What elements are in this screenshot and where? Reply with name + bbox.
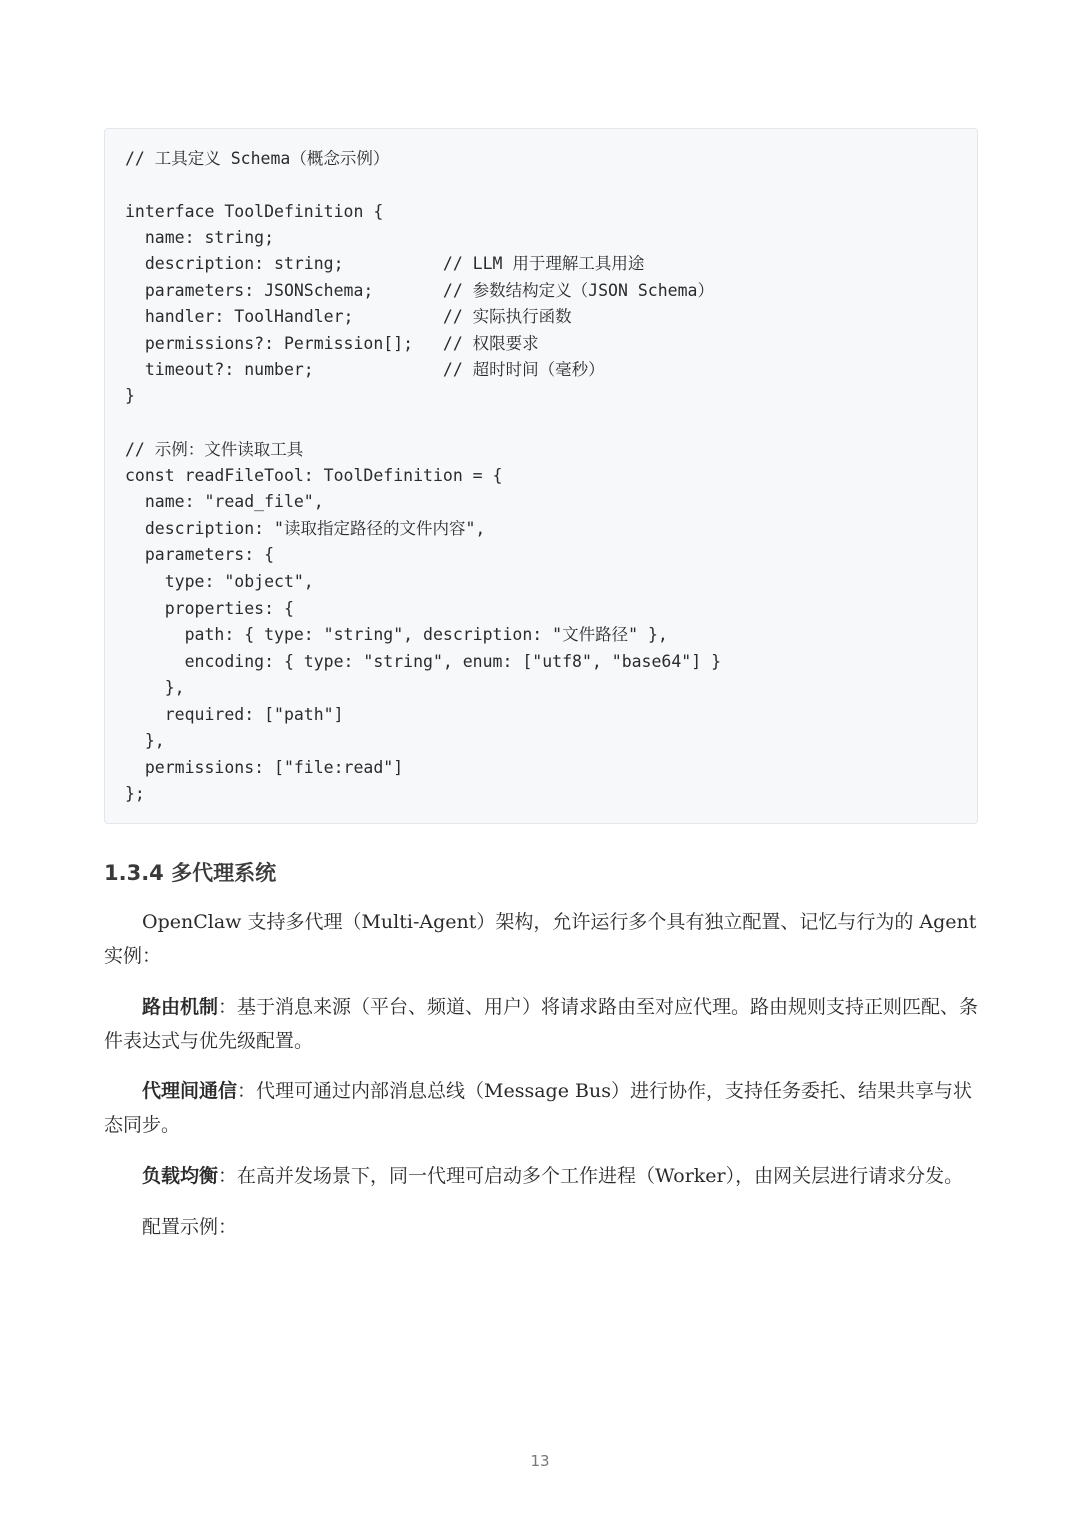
code-line: description: "读取指定路径的文件内容", [125,519,486,538]
communication-term: 代理间通信 [142,1080,238,1102]
code-line: // 工具定义 Schema（概念示例） [125,149,390,168]
intro-paragraph: OpenClaw 支持多代理（Multi-Agent）架构，允许运行多个具有独立配置、记忆与行为的 Agent 实例： [104,911,977,967]
routing-text: ：基于消息来源（平台、频道、用户）将请求路由至对应代理。路由规则支持正则匹配、条件表达式与优先级配置。 [104,996,979,1052]
section-heading: 1.3.4 多代理系统 [104,861,277,885]
code-line: }; [125,784,145,803]
code-line: // 示例：文件读取工具 [125,440,304,459]
page-number: 13 [530,1452,550,1470]
code-line: description: string; // LLM 用于理解工具用途 [125,254,645,273]
code-line: parameters: { [125,545,275,564]
code-block [104,128,978,824]
code-line: permissions: ["file:read"] [125,758,404,777]
config-example-label: 配置示例： [142,1216,238,1238]
code-line: permissions?: Permission[]; // 权限要求 [125,334,539,353]
load-balancing-text: ：在高并发场景下，同一代理可启动多个工作进程（Worker），由网关层进行请求分发。 [218,1165,964,1187]
routing-term: 路由机制 [142,996,219,1018]
code-line: name: string; [125,228,275,247]
code-line: required: ["path"] [125,705,344,724]
code-line: interface ToolDefinition { [125,202,384,221]
code-line: name: "read_file", [125,492,324,511]
code-line: }, [125,731,165,750]
code-line: }, [125,678,185,697]
code-line: handler: ToolHandler; // 实际执行函数 [125,307,572,326]
communication-text: ：代理可通过内部消息总线（Message Bus）进行协作，支持任务委托、结果共享与状态同步。 [104,1080,972,1136]
routing-paragraph [104,990,980,1058]
code-line: const readFileTool: ToolDefinition = { [125,466,503,485]
load-balancing-term: 负载均衡 [142,1165,219,1187]
load-balancing-paragraph [104,1159,980,1193]
code-line: encoding: { type: "string", enum: ["utf8", "base64"] } [125,652,722,671]
code-line: type: "object", [125,572,314,591]
code-line: } [125,386,135,405]
communication-paragraph [104,1074,980,1142]
code-line: properties: { [125,599,294,618]
code-line: timeout?: number; // 超时时间（毫秒） [125,360,605,379]
code-line: path: { type: "string", description: "文件路径" }, [125,625,668,644]
code-line: parameters: JSONSchema; // 参数结构定义（JSON Schema） [125,281,714,300]
